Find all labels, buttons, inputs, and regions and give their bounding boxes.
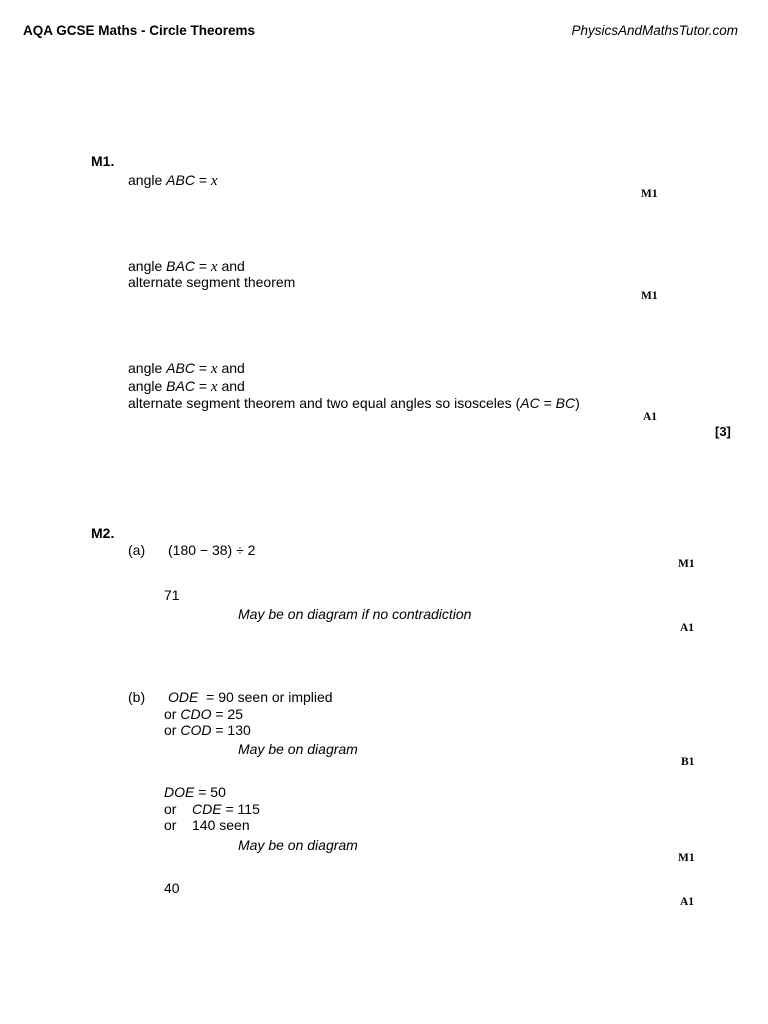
- m2-b-label: (b): [128, 689, 146, 705]
- m1-line-4: [128, 360, 245, 377]
- m1-line-5-eq: =: [194, 378, 211, 394]
- m1-line-6-pre: alternate segment theorem and two equal angles so isosceles (: [128, 395, 521, 411]
- m2-a-answer: 71: [164, 587, 180, 603]
- m1-line-2-angle: BAC: [166, 258, 195, 274]
- m1-line-4-post: and: [217, 360, 245, 376]
- total-marks-m1: [3]: [715, 424, 731, 439]
- m2-b-line-2-rest: = 25: [211, 706, 243, 722]
- m2-b-line-1: [168, 689, 333, 705]
- m1-line-3: alternate segment theorem: [128, 274, 296, 290]
- mark-m1-1: M1: [641, 188, 658, 200]
- m2-b-line-5-rest: = 115: [221, 801, 260, 817]
- mark-m1-2: M1: [641, 290, 658, 302]
- m1-line-2-pre: angle: [128, 258, 167, 274]
- m2-b-line-5: [164, 801, 260, 817]
- m2-b-line-4-angle: DOE: [164, 784, 195, 800]
- m2-b-guidance-2: May be on diagram: [238, 837, 358, 853]
- m1-line-1-angle: ABC: [166, 172, 195, 188]
- m2-b-line-1-rest: = 90 seen or implied: [198, 689, 333, 705]
- m2-b-line-5-pre: or: [164, 801, 193, 817]
- m2-b-line-4-rest: = 50: [194, 784, 226, 800]
- m2-b-line-2-pre: or: [164, 706, 181, 722]
- mark-m2-a-2: A1: [680, 622, 695, 634]
- m1-line-2: [128, 258, 245, 275]
- m1-line-4-var: x: [210, 361, 218, 377]
- mark-m2-b-3: A1: [680, 896, 695, 908]
- mark-m2-b-2: M1: [678, 852, 695, 864]
- m1-line-1-eq: =: [194, 172, 211, 188]
- m1-line-1-var: x: [210, 173, 218, 189]
- m1-line-6-lhs: AC: [520, 395, 540, 411]
- m2-b-line-6: or 140 seen: [164, 817, 250, 833]
- m1-line-6-rhs: BC: [555, 395, 576, 411]
- m2-b-answer: 40: [164, 880, 180, 896]
- m1-line-6: [128, 395, 580, 411]
- m2-b-line-5-angle: CDE: [192, 801, 222, 817]
- m1-line-6-eq: =: [539, 395, 556, 411]
- m1-line-5: [128, 378, 245, 395]
- m1-line-4-pre: angle: [128, 360, 167, 376]
- m1-line-4-angle: ABC: [166, 360, 195, 376]
- m2-b-line-4: [164, 784, 226, 800]
- m1-line-2-var: x: [210, 259, 218, 275]
- m1-line-5-angle: BAC: [166, 378, 195, 394]
- header-site: PhysicsAndMathsTutor.com: [571, 23, 738, 38]
- m1-line-5-post: and: [217, 378, 245, 394]
- m1-line-2-post: and: [217, 258, 245, 274]
- m1-line-6-post: ): [575, 395, 580, 411]
- mark-m2-a-1: M1: [678, 558, 695, 570]
- m1-line-2-eq: =: [194, 258, 211, 274]
- m2-b-line-3-pre: or: [164, 722, 181, 738]
- header-title: AQA GCSE Maths - Circle Theorems: [23, 23, 256, 38]
- m2-a-expression: (180 − 38) ÷ 2: [168, 542, 256, 558]
- m2-b-guidance-1: May be on diagram: [238, 741, 358, 757]
- m2-b-line-3-rest: = 130: [211, 722, 251, 738]
- m2-b-line-3: [164, 722, 251, 738]
- mark-m2-b-1: B1: [681, 756, 695, 768]
- mark-m1-3: A1: [643, 411, 658, 423]
- m2-a-guidance: May be on diagram if no contradiction: [238, 606, 472, 622]
- m1-line-4-eq: =: [194, 360, 211, 376]
- question-number-m2: M2.: [91, 525, 115, 541]
- m1-line-1-pre: angle: [128, 172, 167, 188]
- m1-line-5-var: x: [210, 379, 218, 395]
- m2-b-line-1-angle: ODE: [168, 689, 199, 705]
- m2-b-line-2: [164, 706, 243, 722]
- m2-a-label: (a): [128, 542, 146, 558]
- m1-line-5-pre: angle: [128, 378, 167, 394]
- question-number-m1: M1.: [91, 153, 115, 169]
- m2-b-line-2-angle: CDO: [180, 706, 212, 722]
- m1-line-1: [128, 172, 218, 189]
- m2-b-line-3-angle: COD: [180, 722, 212, 738]
